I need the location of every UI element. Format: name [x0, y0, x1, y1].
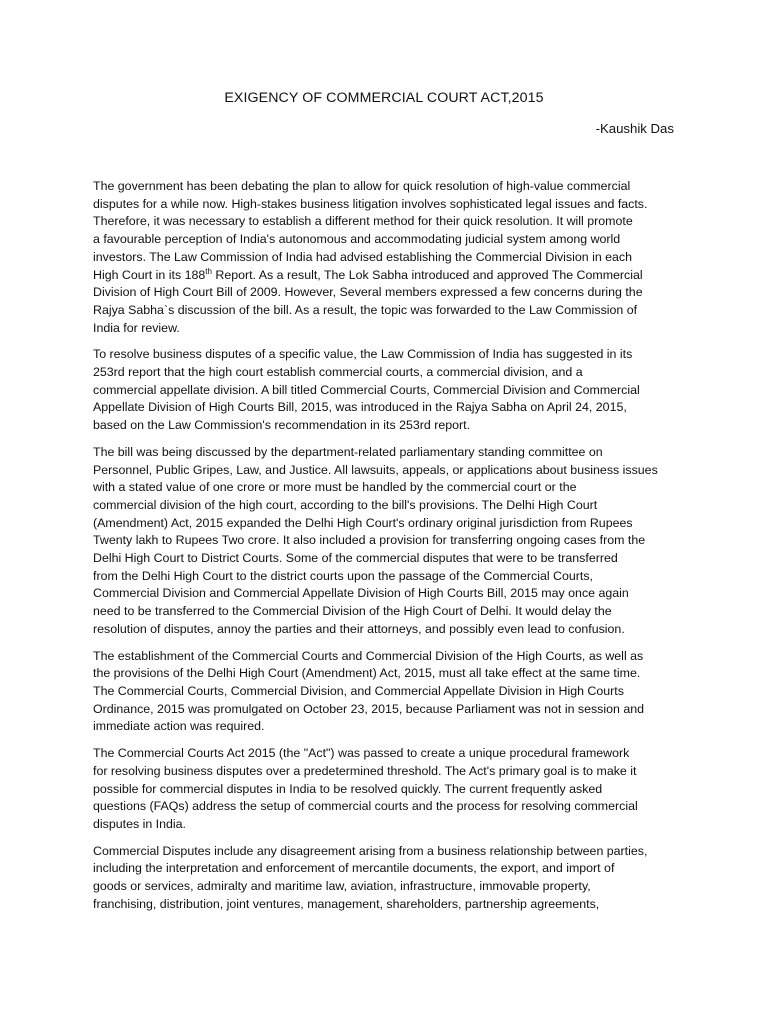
text-line: for resolving business disputes over a predetermined threshold. The Act's primary goal is to make it: [93, 763, 637, 778]
text-line: The Commercial Courts Act 2015 (the "Act") was passed to create a unique procedural framework: [93, 746, 630, 761]
text-line: The Commercial Courts, Commercial Division, and Commercial Appellate Division in High Courts: [93, 683, 624, 698]
text-line: Delhi High Court to District Courts. Some of the commercial disputes that were to be transferred: [93, 551, 618, 566]
paragraph: [93, 346, 677, 435]
text-line: the provisions of the Delhi High Court (Amendment) Act, 2015, must all take effect at the same time.: [93, 666, 641, 681]
text-line: Ordinance, 2015 was promulgated on October 23, 2015, because Parliament was not in session and: [93, 701, 645, 716]
text-line: investors. The Law Commission of India had advised establishing the Commercial Division in each: [93, 249, 633, 264]
text-line: with a stated value of one crore or more must be handled by the commercial court or the: [93, 480, 577, 495]
text-line: The establishment of the Commercial Courts and Commercial Division of the High Courts, as well as: [93, 648, 644, 663]
author-name: -Kaushik Das: [595, 121, 674, 136]
text-line: Appellate Division of High Courts Bill, 2015, was introduced in the Rajya Sabha on April 24, 2015,: [93, 400, 627, 415]
text-line: disputes in India.: [93, 816, 186, 831]
paragraph: [93, 745, 677, 834]
text-line: from the Delhi High Court to the district courts upon the passage of the Commercial Courts,: [93, 568, 593, 583]
text-line: The government has been debating the plan to allow for quick resolution of high-value commercial: [93, 179, 631, 193]
text-line: based on the Law Commission's recommendation in its 253rd report.: [93, 418, 471, 433]
text-line: possible for commercial disputes in India to be resolved quickly. The current frequently asked: [93, 781, 603, 796]
text-line: Commercial Division and Commercial Appellate Division of High Courts Bill, 2015 may once again: [93, 586, 629, 601]
paragraph: [93, 178, 677, 337]
text-line: 253rd report that the high court establish commercial courts, a commercial division, and a: [93, 365, 583, 380]
text-line: immediate action was required.: [93, 719, 265, 734]
text-line: To resolve business disputes of a specific value, the Law Commission of India has suggested in its: [93, 347, 633, 362]
text-line: disputes for a while now. High-stakes business litigation involves sophisticated legal issues and facts.: [93, 196, 648, 211]
paragraph: [93, 648, 677, 737]
text-line: including the interpretation and enforcement of mercantile documents, the export, and import of: [93, 861, 615, 876]
text-line: franchising, distribution, joint ventures, management, shareholders, partnership agreements,: [93, 896, 600, 911]
paragraph: [93, 444, 677, 639]
text-line: Twenty lakh to Rupees Two crore. It also included a provision for transferring ongoing cases from the: [93, 533, 646, 548]
text-line: resolution of disputes, annoy the parties and their attorneys, and possibly even lead to confusion.: [93, 621, 625, 636]
text-line: Personnel, Public Gripes, Law, and Justice. All lawsuits, appeals, or applications about business issues: [93, 462, 658, 477]
text-line: (Amendment) Act, 2015 expanded the Delhi High Court's ordinary original jurisdiction from Rupees: [93, 515, 633, 530]
text-line: The bill was being discussed by the department-related parliamentary standing committee on: [93, 444, 603, 459]
text-line: Rajya Sabha`s discussion of the bill. As a result, the topic was forwarded to the Law Commission of: [93, 302, 638, 317]
text-line: a favourable perception of India's autonomous and accommodating judicial system among world: [93, 232, 621, 247]
document-body: [93, 178, 677, 922]
text-line: questions (FAQs) address the setup of commercial courts and the process for resolving commercial: [93, 799, 638, 814]
text-line: commercial division of the high court, according to the bill's provisions. The Delhi High Court: [93, 497, 598, 512]
document-title: EXIGENCY OF COMMERCIAL COURT ACT,2015: [224, 90, 544, 106]
text-line: India for review.: [93, 320, 180, 335]
text-line: Commercial Disputes include any disagreement arising from a business relationship between parties,: [93, 843, 648, 858]
text-line: commercial appellate division. A bill titled Commercial Courts, Commercial Division and Commercial: [93, 382, 640, 397]
text-line: goods or services, admiralty and maritime law, aviation, infrastructure, immovable property,: [93, 879, 591, 894]
text-line: need to be transferred to the Commercial Division of the High Court of Delhi. It would delay the: [93, 604, 612, 619]
text-line: High Court in its 188th Report. As a result, The Lok Sabha introduced and approved The Commercial: [93, 266, 643, 282]
text-line: Division of High Court Bill of 2009. However, Several members expressed a few concerns during the: [93, 285, 643, 300]
text-line: Therefore, it was necessary to establish a different method for their quick resolution. It will promote: [93, 214, 633, 229]
paragraph: [93, 843, 677, 914]
